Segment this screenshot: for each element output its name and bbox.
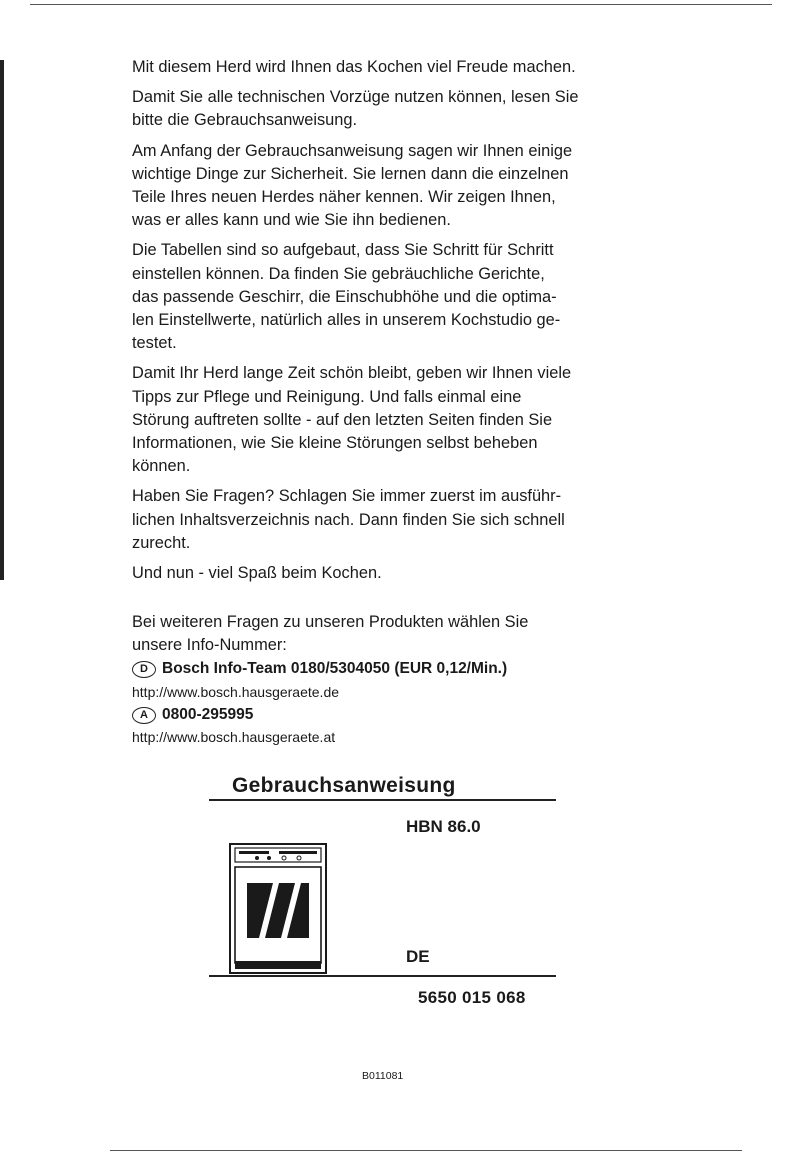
contact-de-line bbox=[132, 657, 632, 680]
scan-edge-bottom bbox=[110, 1150, 742, 1151]
part-number: 5650 015 068 bbox=[418, 988, 526, 1007]
contact-at-url[interactable]: http://www.bosch.hausgeraete.at bbox=[132, 728, 336, 745]
paragraph-7: Und nun - viel Spaß beim Kochen. bbox=[132, 564, 382, 583]
language-code: DE bbox=[406, 947, 430, 966]
contact-at-text: 0800-295995 bbox=[162, 705, 254, 723]
footer-code: B011081 bbox=[362, 1070, 404, 1082]
country-badge-at: A bbox=[132, 707, 156, 724]
model-number: HBN 86.0 bbox=[406, 817, 481, 836]
contact-info bbox=[132, 611, 632, 748]
contact-de-url[interactable]: http://www.bosch.hausgeraete.de bbox=[132, 683, 340, 700]
paragraph-2: Damit Sie alle technischen Vorzüge nutzen können, lesen Sie bitte die Gebrauchsanweisung. bbox=[132, 88, 579, 130]
title-rule-bottom bbox=[209, 975, 556, 977]
paragraph-4: Die Tabellen sind so aufgebaut, dass Sie Schritt für Schritt einstellen können. Da finden Sie gebräuchliche Gerichte, das passende Geschirr, die Einschubhöhe und die optima- len Einstellwerte, natürlich alles in unserem Kochstudio ge- testet. bbox=[132, 241, 561, 353]
paragraph-3: Am Anfang der Gebrauchsanweisung sagen wir Ihnen einige wichtige Dinge zur Sicherheit. Sie lernen dann die einzelnen Teile Ihres neuen Herdes näher kennen. Wir zeigen Ihnen, was er alles kann und wie Sie ihn bedienen. bbox=[132, 141, 573, 230]
intro-text bbox=[132, 56, 652, 592]
title-rule-top bbox=[209, 799, 556, 801]
contact-intro-line-1: Bei weiteren Fragen zu unseren Produkten wählen Sie bbox=[132, 613, 529, 631]
paragraph-6: Haben Sie Fragen? Schlagen Sie immer zuerst im ausführ- lichen Inhaltsverzeichnis nach. Dann finden Sie sich schnell zurecht. bbox=[132, 487, 565, 552]
scan-edge-left bbox=[0, 60, 4, 580]
country-badge-de: D bbox=[132, 661, 156, 678]
contact-de-text: Bosch Info-Team 0180/5304050 (EUR 0,12/Min.) bbox=[162, 660, 508, 678]
paragraph-1: Mit diesem Herd wird Ihnen das Kochen viel Freude machen. bbox=[132, 58, 576, 76]
paragraph-5: Damit Ihr Herd lange Zeit schön bleibt, geben wir Ihnen viele Tipps zur Pflege und Reinigung. Und falls einmal eine Störung auftreten sollte - auf den letzten Seiten finden Sie Informationen, wie Sie kleine Störungen selbst beheben können. bbox=[132, 364, 572, 476]
contact-at-line bbox=[132, 703, 632, 726]
contact-intro-line-2: unsere Info-Nummer: bbox=[132, 636, 287, 655]
manual-title: Gebrauchsanweisung bbox=[232, 774, 456, 797]
scan-edge-top bbox=[30, 4, 772, 5]
oven-illustration bbox=[229, 843, 327, 974]
